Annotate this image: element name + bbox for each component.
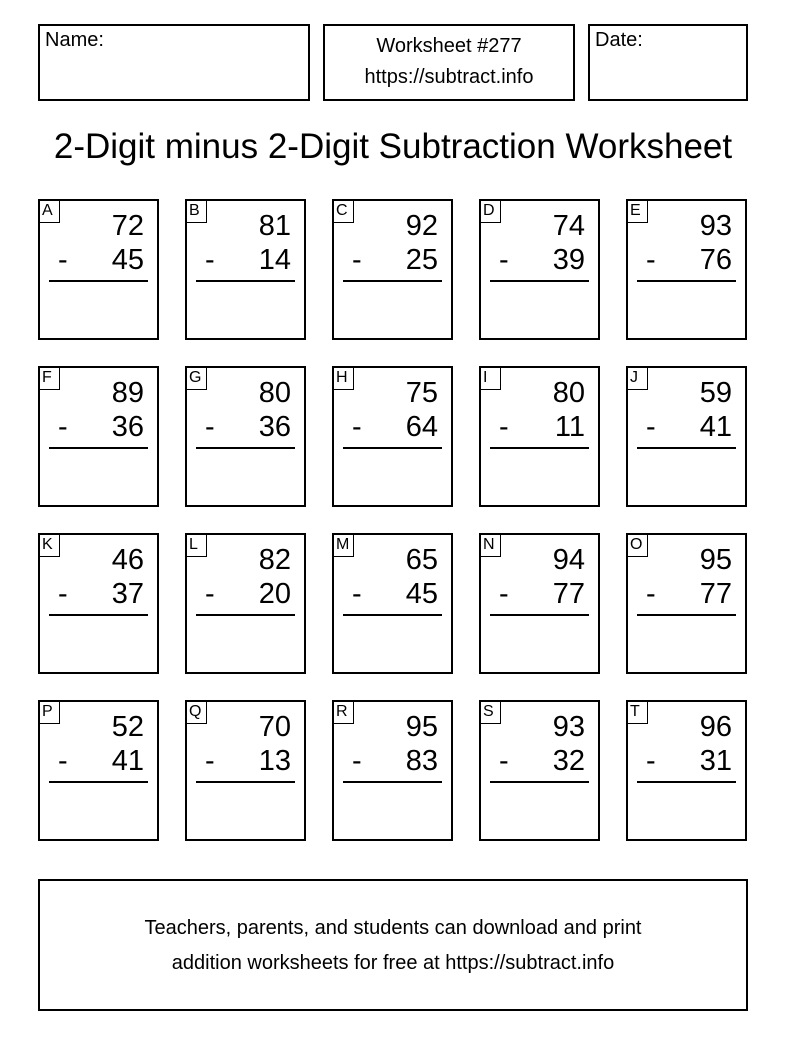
subtrahend: 14 bbox=[258, 244, 291, 276]
subtrahend: 76 bbox=[699, 244, 732, 276]
problem-letter: T bbox=[626, 700, 648, 724]
problem-t[interactable] bbox=[626, 700, 747, 841]
answer-line bbox=[490, 614, 589, 616]
problem-l[interactable] bbox=[185, 533, 306, 674]
subtrahend: 25 bbox=[405, 244, 438, 276]
minuend: 95 bbox=[699, 544, 732, 576]
minus-sign: - bbox=[58, 411, 68, 443]
problem-p[interactable] bbox=[38, 700, 159, 841]
answer-line bbox=[637, 614, 736, 616]
minuend: 95 bbox=[405, 711, 438, 743]
answer-line bbox=[196, 280, 295, 282]
problem-n[interactable] bbox=[479, 533, 600, 674]
subtrahend: 37 bbox=[111, 578, 144, 610]
subtrahend: 36 bbox=[258, 411, 291, 443]
problem-m[interactable] bbox=[332, 533, 453, 674]
problem-letter: R bbox=[332, 700, 354, 724]
problem-letter: K bbox=[38, 533, 60, 557]
minus-sign: - bbox=[58, 244, 68, 276]
footer-line-1: Teachers, parents, and students can download and print bbox=[144, 917, 642, 939]
minus-sign: - bbox=[646, 745, 656, 777]
minus-sign: - bbox=[499, 244, 509, 276]
minuend: 70 bbox=[258, 711, 291, 743]
problem-r[interactable] bbox=[332, 700, 453, 841]
answer-line bbox=[637, 447, 736, 449]
problem-letter: D bbox=[479, 199, 501, 223]
problem-k[interactable] bbox=[38, 533, 159, 674]
footer-line-2: addition worksheets for free at https://subtract.info bbox=[171, 952, 615, 974]
problem-letter: G bbox=[185, 366, 207, 390]
answer-line bbox=[196, 614, 295, 616]
subtrahend: 83 bbox=[405, 745, 438, 777]
minuend: 59 bbox=[699, 377, 732, 409]
problem-d[interactable] bbox=[479, 199, 600, 340]
problem-letter: Q bbox=[185, 700, 207, 724]
answer-line bbox=[637, 781, 736, 783]
answer-line bbox=[343, 781, 442, 783]
minus-sign: - bbox=[352, 411, 362, 443]
minus-sign: - bbox=[205, 745, 215, 777]
minus-sign: - bbox=[499, 411, 509, 443]
answer-line bbox=[196, 781, 295, 783]
minus-sign: - bbox=[205, 411, 215, 443]
problem-letter: E bbox=[626, 199, 648, 223]
answer-line bbox=[49, 280, 148, 282]
minuend: 94 bbox=[552, 544, 585, 576]
subtrahend: 77 bbox=[552, 578, 585, 610]
problem-j[interactable] bbox=[626, 366, 747, 507]
problem-h[interactable] bbox=[332, 366, 453, 507]
subtrahend: 36 bbox=[111, 411, 144, 443]
minus-sign: - bbox=[58, 578, 68, 610]
minuend: 82 bbox=[258, 544, 291, 576]
minus-sign: - bbox=[646, 578, 656, 610]
problem-a[interactable] bbox=[38, 199, 159, 340]
answer-line bbox=[343, 614, 442, 616]
footer-box bbox=[38, 879, 748, 1011]
problem-b[interactable] bbox=[185, 199, 306, 340]
minuend: 72 bbox=[111, 210, 144, 242]
minuend: 74 bbox=[552, 210, 585, 242]
problem-g[interactable] bbox=[185, 366, 306, 507]
answer-line bbox=[196, 447, 295, 449]
minuend: 46 bbox=[111, 544, 144, 576]
minuend: 93 bbox=[552, 711, 585, 743]
answer-line bbox=[490, 447, 589, 449]
problem-letter: F bbox=[38, 366, 60, 390]
minus-sign: - bbox=[205, 244, 215, 276]
problem-o[interactable] bbox=[626, 533, 747, 674]
answer-line bbox=[343, 447, 442, 449]
subtrahend: 13 bbox=[258, 745, 291, 777]
minus-sign: - bbox=[646, 411, 656, 443]
worksheet-number: Worksheet #277 bbox=[376, 35, 522, 57]
worksheet-url: https://subtract.info bbox=[364, 66, 534, 88]
problem-letter: C bbox=[332, 199, 354, 223]
page-title: 2-Digit minus 2-Digit Subtraction Worksheet bbox=[53, 127, 733, 166]
subtrahend: 45 bbox=[111, 244, 144, 276]
answer-line bbox=[637, 280, 736, 282]
problem-i[interactable] bbox=[479, 366, 600, 507]
minuend: 75 bbox=[405, 377, 438, 409]
problem-letter: L bbox=[185, 533, 207, 557]
problem-letter: M bbox=[332, 533, 354, 557]
answer-line bbox=[49, 447, 148, 449]
minuend: 80 bbox=[552, 377, 585, 409]
problem-letter: P bbox=[38, 700, 60, 724]
problem-q[interactable] bbox=[185, 700, 306, 841]
subtrahend: 11 bbox=[554, 411, 585, 443]
problem-letter: I bbox=[479, 366, 501, 390]
minuend: 89 bbox=[111, 377, 144, 409]
subtrahend: 41 bbox=[111, 745, 144, 777]
problem-letter: J bbox=[626, 366, 648, 390]
subtrahend: 31 bbox=[699, 745, 732, 777]
minuend: 96 bbox=[699, 711, 732, 743]
problem-c[interactable] bbox=[332, 199, 453, 340]
minus-sign: - bbox=[58, 745, 68, 777]
problem-letter: A bbox=[38, 199, 60, 223]
problem-letter: S bbox=[479, 700, 501, 724]
problem-s[interactable] bbox=[479, 700, 600, 841]
subtrahend: 64 bbox=[405, 411, 438, 443]
answer-line bbox=[490, 781, 589, 783]
subtrahend: 39 bbox=[552, 244, 585, 276]
minuend: 81 bbox=[258, 210, 291, 242]
minus-sign: - bbox=[352, 745, 362, 777]
problem-letter: N bbox=[479, 533, 501, 557]
subtrahend: 45 bbox=[405, 578, 438, 610]
name-label: Name: bbox=[45, 29, 104, 51]
minus-sign: - bbox=[499, 745, 509, 777]
minuend: 92 bbox=[405, 210, 438, 242]
problem-letter: H bbox=[332, 366, 354, 390]
minus-sign: - bbox=[352, 578, 362, 610]
problem-f[interactable] bbox=[38, 366, 159, 507]
subtrahend: 41 bbox=[699, 411, 732, 443]
answer-line bbox=[49, 614, 148, 616]
answer-line bbox=[49, 781, 148, 783]
minuend: 93 bbox=[699, 210, 732, 242]
minuend: 80 bbox=[258, 377, 291, 409]
subtrahend: 20 bbox=[258, 578, 291, 610]
minuend: 52 bbox=[111, 711, 144, 743]
answer-line bbox=[343, 280, 442, 282]
subtrahend: 32 bbox=[552, 745, 585, 777]
problem-letter: O bbox=[626, 533, 648, 557]
answer-line bbox=[490, 280, 589, 282]
minus-sign: - bbox=[499, 578, 509, 610]
date-label: Date: bbox=[595, 29, 643, 51]
minus-sign: - bbox=[352, 244, 362, 276]
minus-sign: - bbox=[646, 244, 656, 276]
minuend: 65 bbox=[405, 544, 438, 576]
problem-e[interactable] bbox=[626, 199, 747, 340]
minus-sign: - bbox=[205, 578, 215, 610]
problem-letter: B bbox=[185, 199, 207, 223]
subtrahend: 77 bbox=[699, 578, 732, 610]
